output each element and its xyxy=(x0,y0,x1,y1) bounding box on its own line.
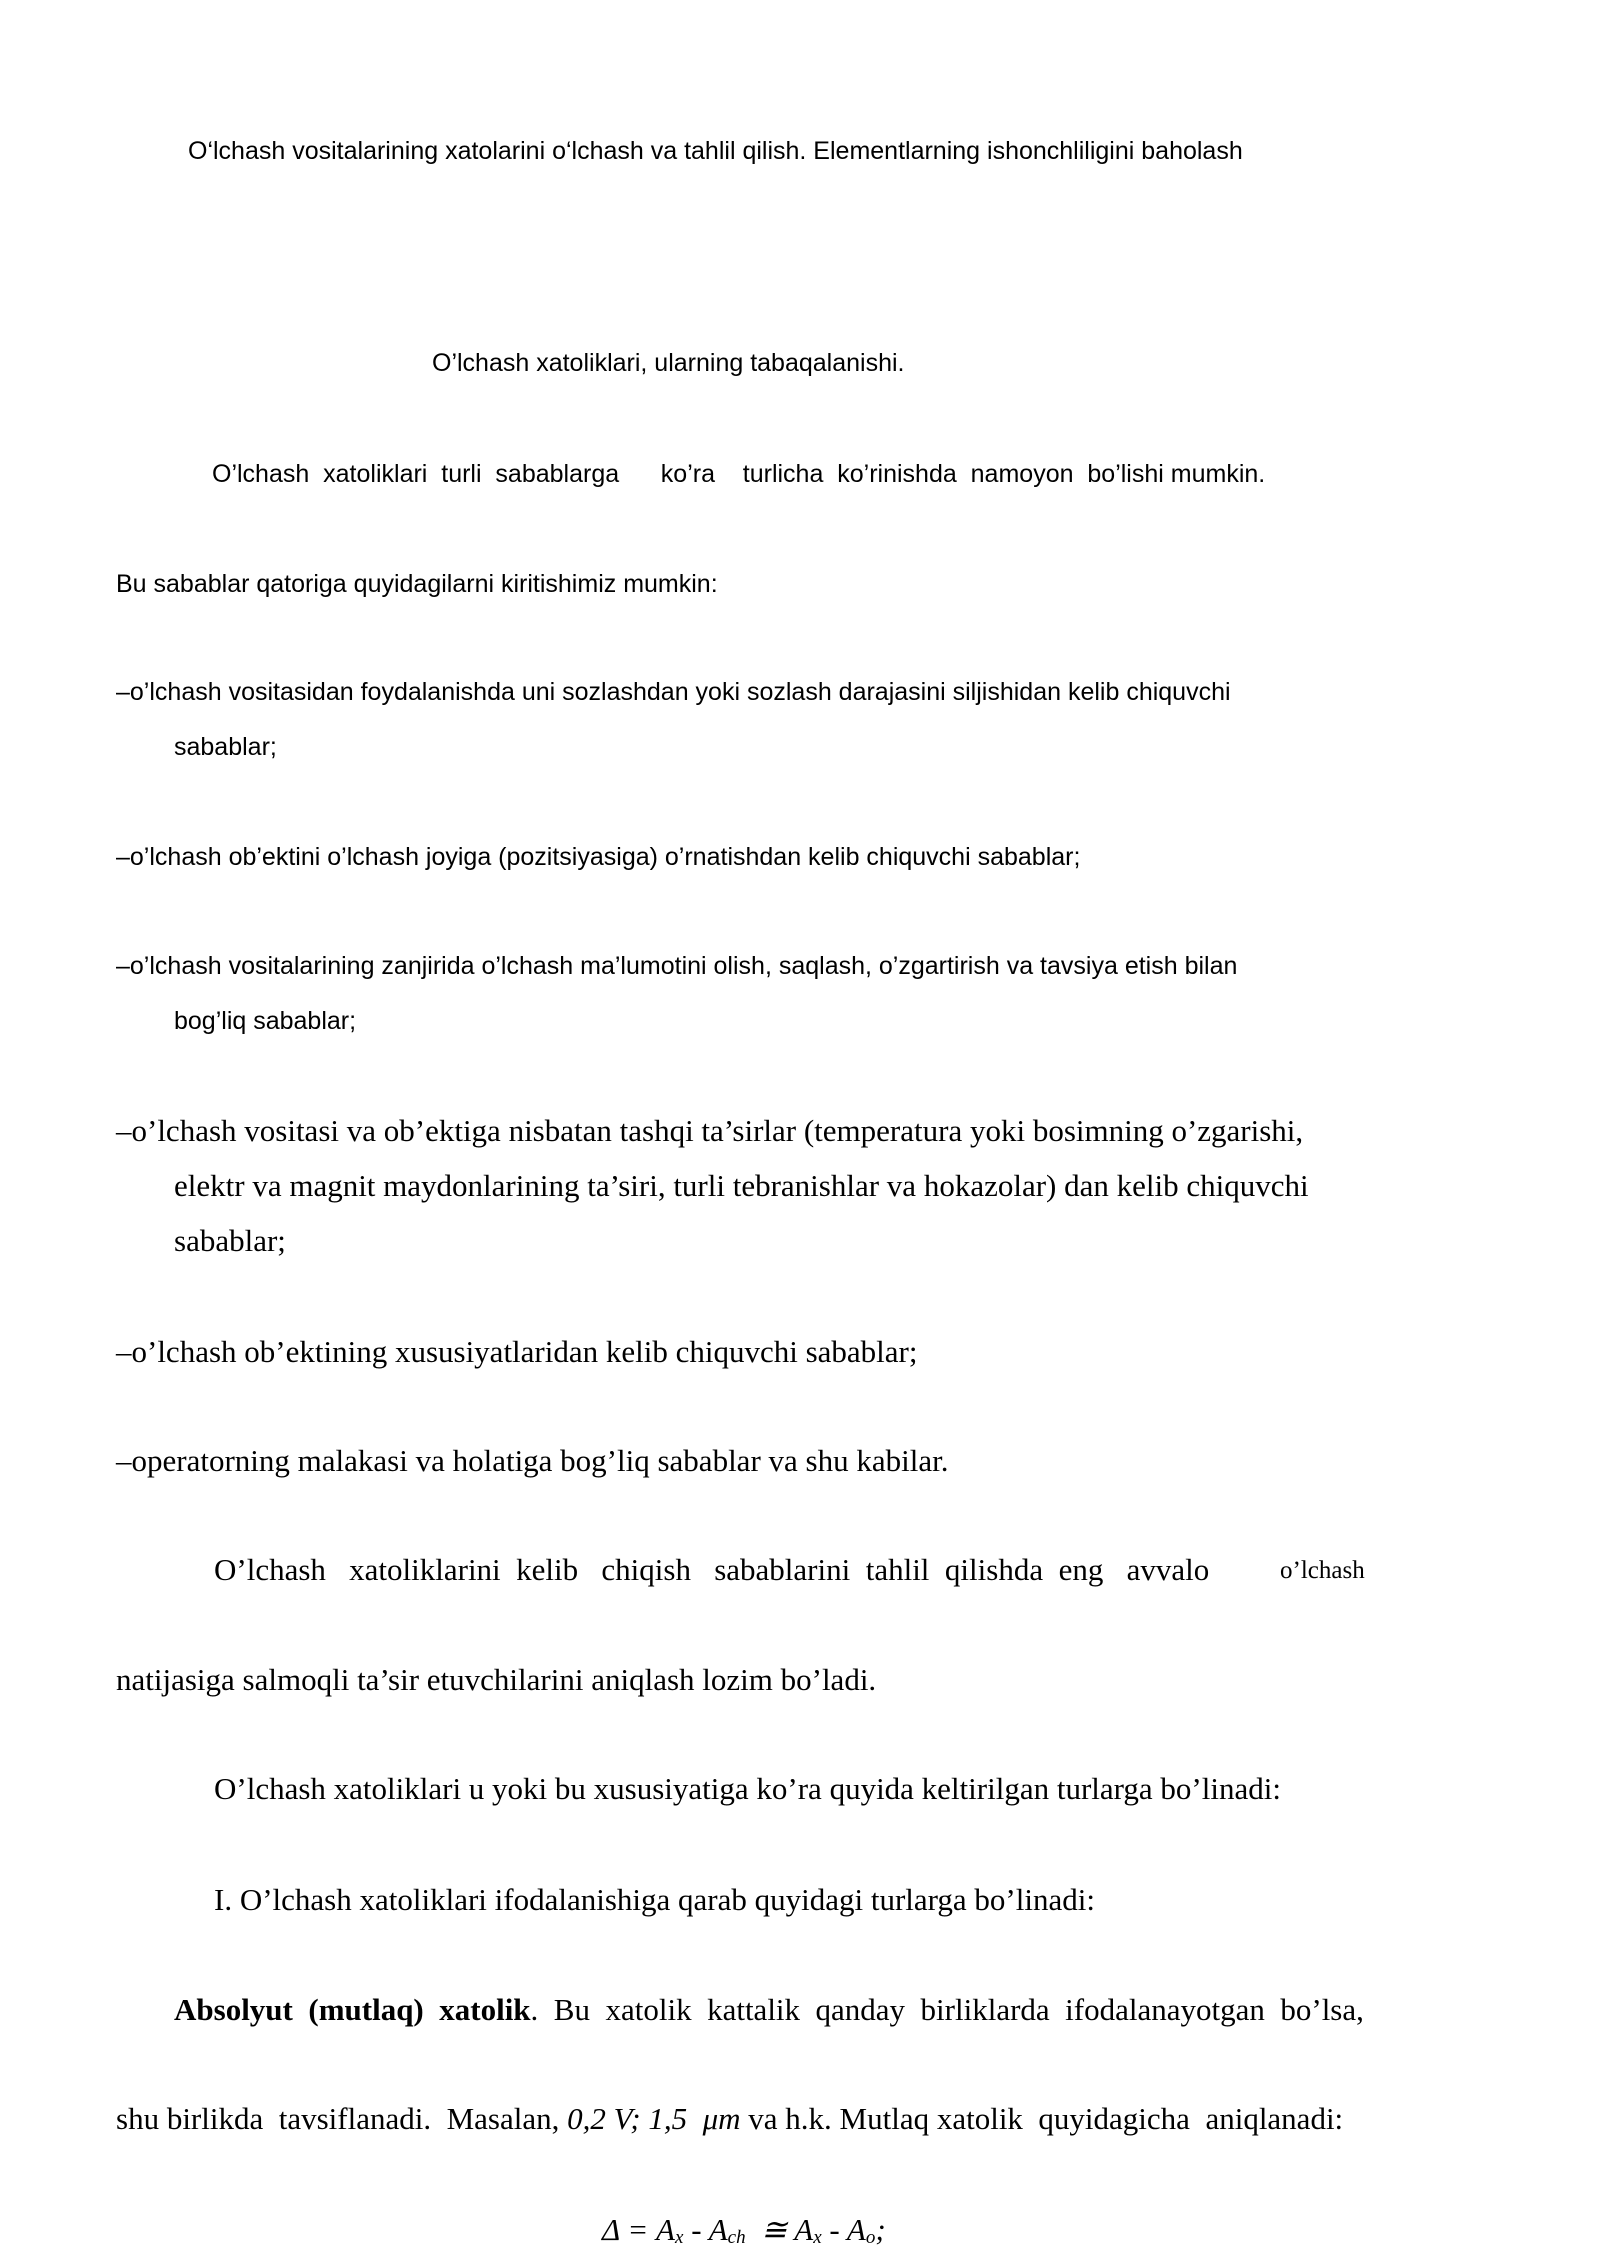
intro-line-1: O’lchash xatoliklari turli sabablarga ko’ra turlicha ko’rinishda namoyon bo’lishi mumkin. xyxy=(212,460,1266,488)
formula-delta: Δ = A xyxy=(602,2212,675,2247)
formula-approx: ≅ A xyxy=(745,2212,814,2247)
formula-minus-2: - A xyxy=(821,2212,866,2247)
absolute-error-line-1 xyxy=(174,1992,1364,2028)
bullet-2: –o’lchash ob’ektini o’lchash joyiga (pozitsiyasiga) o’rnatishdan kelib chiquvchi sabablar; xyxy=(116,843,1081,871)
paragraph-2: O’lchash xatoliklari u yoki bu xususiyatiga ko’ra quyida keltirilgan turlarga bo’linadi: xyxy=(214,1771,1281,1806)
bullet-4-line-1: –o’lchash vositasi va ob’ektiga nisbatan tashqi ta’sirlar (temperatura yoki bosimning o’zgarishi, xyxy=(116,1113,1304,1148)
absolute-error-line-2-end: va h.k. Mutlaq xatolik quyidagicha aniqlanadi: xyxy=(740,2101,1344,2136)
bullet-3-line-1: –o’lchash vositalarining zanjirida o’lchash ma’lumotini olish, saqlash, o’zgartirish va tavsiya etish bilan xyxy=(116,952,1238,980)
bullet-1-line-1: –o’lchash vositasidan foydalanishda uni sozlashdan yoki sozlash darajasini siljishidan kelib chiquvchi xyxy=(116,678,1231,706)
bullet-3-line-2: bog’liq sabablar; xyxy=(174,1007,357,1035)
intro-line-2: Bu sabablar qatoriga quyidagilarni kiritishimiz mumkin: xyxy=(116,570,718,598)
bullet-5: –o’lchash ob’ektining xususiyatlaridan kelib chiquvchi sabablar; xyxy=(116,1334,918,1369)
absolute-error-formula xyxy=(602,2212,886,2248)
absolute-error-definition: . Bu xatolik kattalik qanday birliklarda ifodalanayotgan bo’lsa, xyxy=(530,1992,1364,2027)
formula-minus: - A xyxy=(683,2212,728,2247)
formula-sub-ch: ch xyxy=(727,2227,746,2248)
paragraph-1-line-1: O’lchash xatoliklarini kelib chiqish sabablarini tahlil qilishda eng avvalo xyxy=(214,1552,1210,1587)
bullet-4-line-2: elektr va magnit maydonlarining ta’siri, turli tebranishlar va hokazolar) dan kelib chiquvchi xyxy=(174,1168,1309,1203)
formula-sub-o: o xyxy=(865,2227,876,2248)
bullet-4-line-3: sabablar; xyxy=(174,1223,286,1258)
absolute-error-line-2 xyxy=(116,2101,1343,2137)
paragraph-3: I. O’lchash xatoliklari ifodalanishiga qarab quyidagi turlarga bo’linadi: xyxy=(214,1882,1095,1917)
formula-end: ; xyxy=(875,2212,886,2247)
formula-sub-x-2: x xyxy=(813,2227,822,2248)
document-title: O‘lchash vositalarining xatolarini o‘lchash va tahlil qilish. Elementlarning ishonchliligini baholash xyxy=(188,137,1243,165)
absolute-error-line-2-start: shu birlikda tavsiflanadi. Masalan, xyxy=(116,2101,568,2136)
section-heading: O’lchash xatoliklari, ularning tabaqalanishi. xyxy=(432,349,905,377)
formula-sub-x: x xyxy=(675,2227,684,2248)
bullet-1-line-2: sabablar; xyxy=(174,733,277,761)
absolute-error-term: Absolyut (mutlaq) xatolik xyxy=(174,1992,531,2027)
paragraph-1-line-2: natijasiga salmoqli ta’sir etuvchilarini aniqlash lozim bo’ladi. xyxy=(116,1662,877,1697)
absolute-error-example: 0,2 V; 1,5 μm xyxy=(567,2101,741,2136)
paragraph-1-line-1-end: o’lchash xyxy=(1280,1557,1365,1584)
bullet-6: –operatorning malakasi va holatiga bog’liq sabablar va shu kabilar. xyxy=(116,1443,949,1478)
